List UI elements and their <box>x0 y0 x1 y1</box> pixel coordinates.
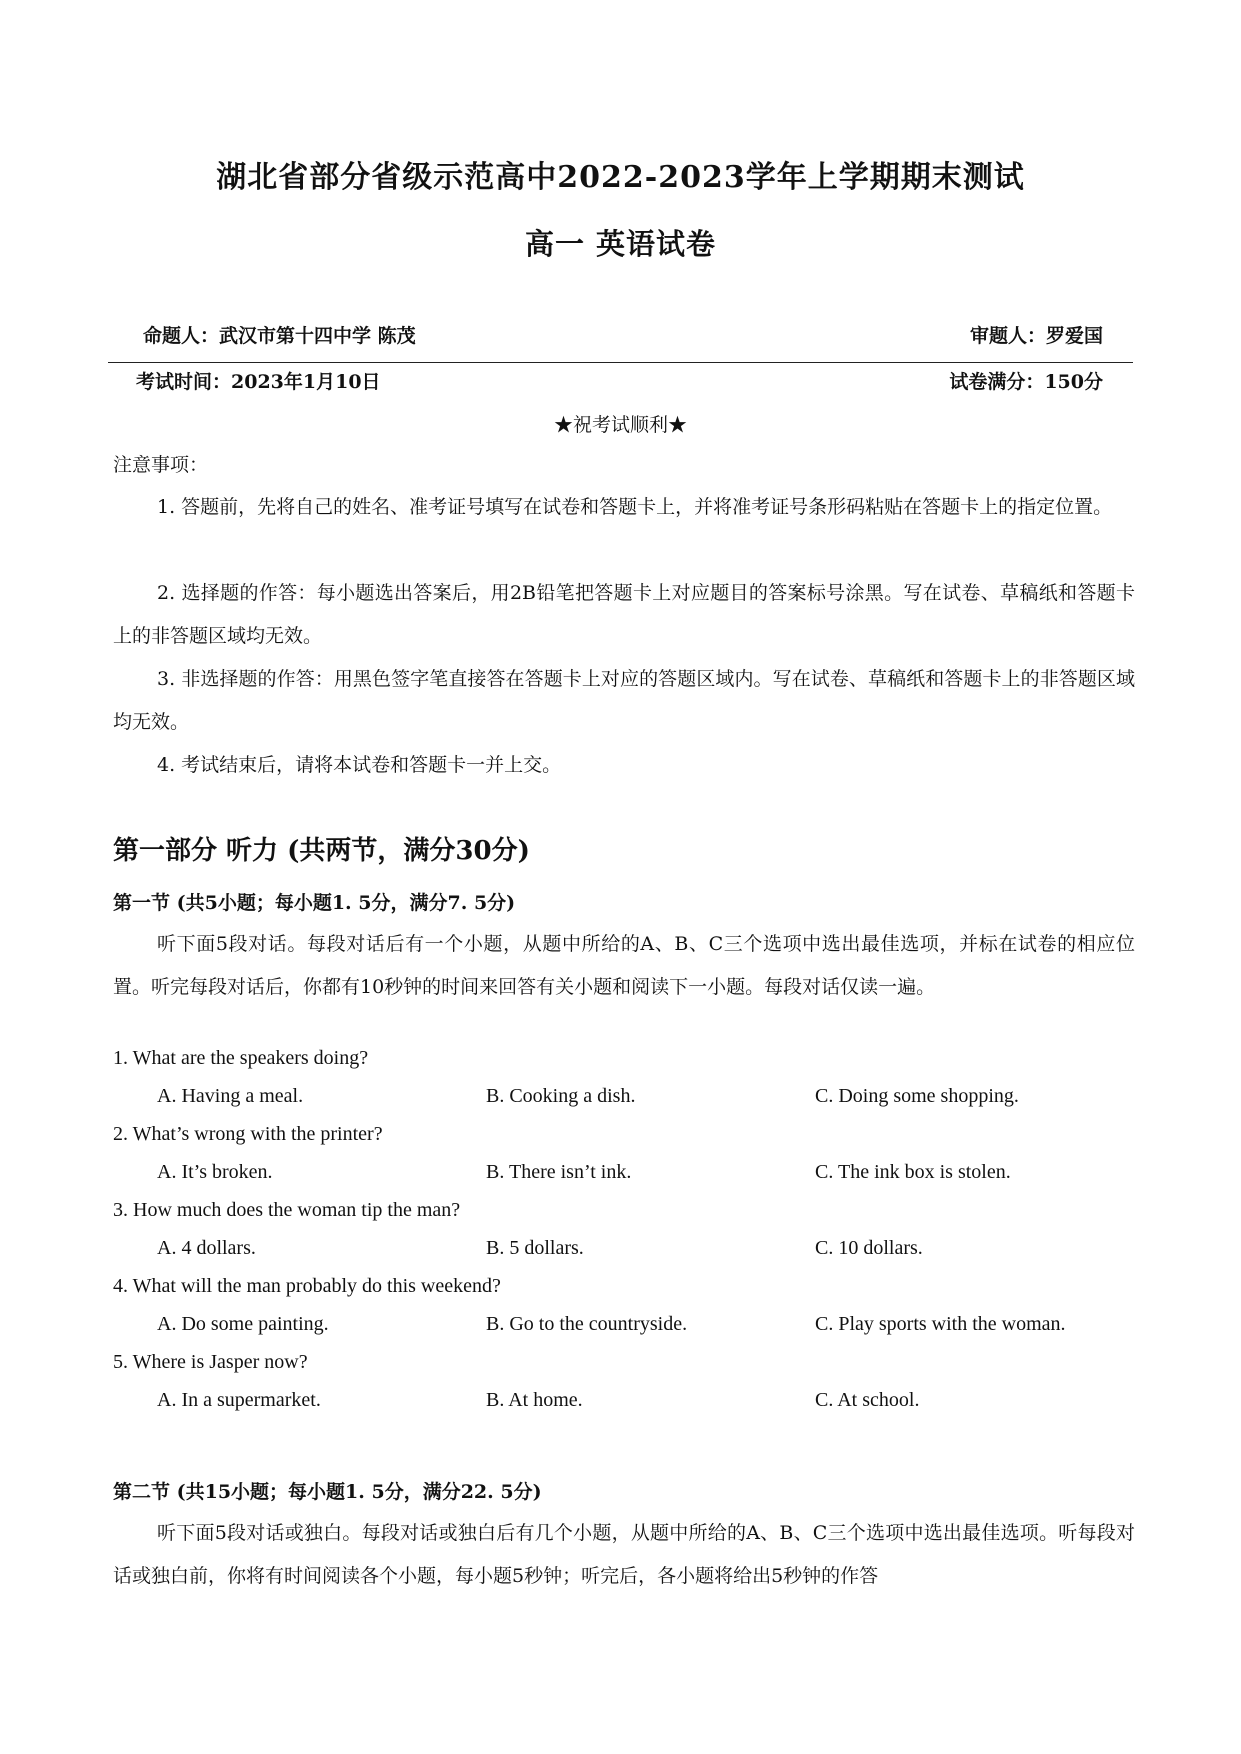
question-text: 4. What will the man probably do this weekend? <box>113 1275 501 1297</box>
option-a: A. Having a meal. <box>157 1085 304 1107</box>
option-b: B. Cooking a dish. <box>486 1085 636 1107</box>
note-item: 3. 非选择题的作答：用黑色签字笔直接答在答题卡上对应的答题区域内。写在试卷、草稿纸和答题卡上的非答题区域均无效。 <box>113 668 1135 733</box>
part-heading: 第一部分 听力 (共两节，满分30分) <box>113 836 530 866</box>
note-item: 4. 考试结束后，请将本试卷和答题卡一并上交。 <box>157 754 562 776</box>
option-a: A. Do some painting. <box>157 1313 329 1335</box>
exam-subtitle: 高一 英语试卷 <box>524 227 717 261</box>
note-item: 1. 答题前，先将自己的姓名、准考证号填写在试卷和答题卡上，并将准考证号条形码粘贴在答题卡上的指定位置。 <box>157 496 1113 518</box>
good-luck-line: ★祝考试顺利★ <box>553 414 687 436</box>
question-text: 2. What’s wrong with the printer? <box>113 1123 383 1145</box>
section-heading: 第二节 (共15小题；每小题1. 5分，满分22. 5分) <box>113 1481 542 1503</box>
exam-title: 湖北省部分省级示范高中2022-2023学年上学期期末测试 <box>216 160 1025 195</box>
option-b: B. 5 dollars. <box>486 1237 584 1259</box>
full-score: 试卷满分：150分 <box>949 371 1103 393</box>
option-a: A. 4 dollars. <box>157 1237 256 1259</box>
option-a: A. It’s broken. <box>157 1161 273 1183</box>
question-text: 1. What are the speakers doing? <box>113 1047 369 1069</box>
question-text: 3. How much does the woman tip the man? <box>113 1199 461 1221</box>
option-c: C. Doing some shopping. <box>815 1085 1019 1107</box>
note-item: 2. 选择题的作答：每小题选出答案后，用2B铅笔把答题卡上对应题目的答案标号涂黑。写在试卷、草稿纸和答题卡上的非答题区域均无效。 <box>113 582 1135 647</box>
option-b: B. There isn’t ink. <box>486 1161 632 1183</box>
option-a: A. In a supermarket. <box>157 1389 321 1411</box>
section-instructions: 听下面5段对话。每段对话后有一个小题，从题中所给的A、B、C三个选项中选出最佳选项，并标在试卷的相应位置。听完每段对话后，你都有10秒钟的时间来回答有关小题和阅读下一小题。每段对话仅读一遍。 <box>113 933 1135 998</box>
section-heading: 第一节 (共5小题；每小题1. 5分，满分7. 5分) <box>113 892 516 914</box>
header-divider <box>108 362 1133 363</box>
option-b: B. At home. <box>486 1389 583 1411</box>
option-c: C. Play sports with the woman. <box>815 1313 1066 1335</box>
exam-time: 考试时间：2023年1月10日 <box>136 371 381 393</box>
option-c: C. 10 dollars. <box>815 1237 923 1259</box>
notes-heading: 注意事项： <box>113 454 209 476</box>
option-b: B. Go to the countryside. <box>486 1313 688 1335</box>
author-line: 命题人：武汉市第十四中学 陈茂 <box>143 325 416 347</box>
option-c: C. At school. <box>815 1389 920 1411</box>
question-text: 5. Where is Jasper now? <box>113 1351 308 1373</box>
reviewer-line: 审题人：罗爱国 <box>969 325 1103 347</box>
option-c: C. The ink box is stolen. <box>815 1161 1011 1183</box>
section-instructions: 听下面5段对话或独白。每段对话或独白后有几个小题，从题中所给的A、B、C三个选项中选出最佳选项。听每段对话或独白前，你将有时间阅读各个小题，每小题5秒钟；听完后，各小题将给出5秒钟的作答 <box>113 1522 1135 1587</box>
